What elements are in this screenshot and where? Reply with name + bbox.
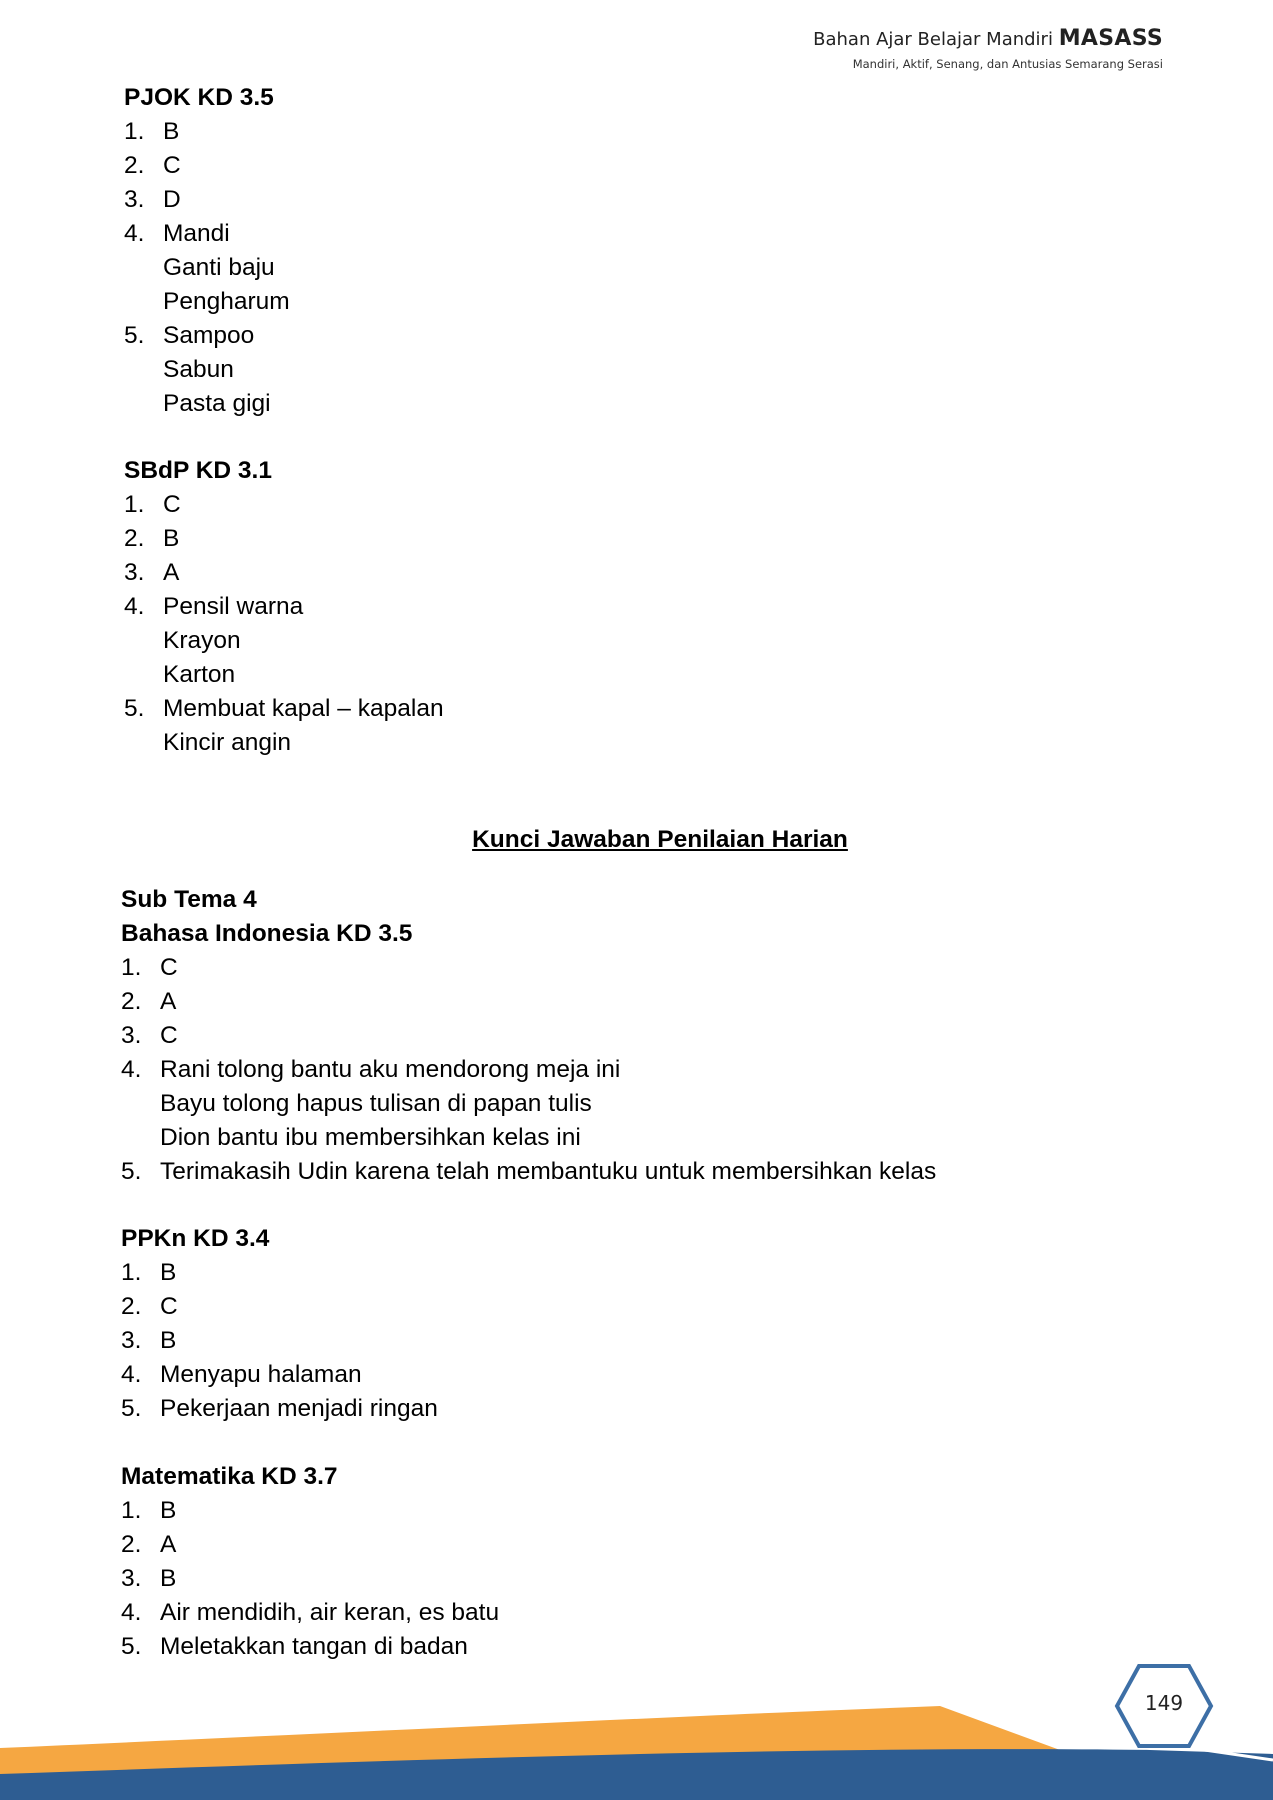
answer-number: 2. xyxy=(124,152,145,179)
answer-continuation: Dion bantu ibu membersihkan kelas ini xyxy=(160,1124,581,1151)
answer-item xyxy=(121,1256,438,1290)
header-brand: MASASS xyxy=(1058,26,1163,51)
answer-continuation: Krayon xyxy=(163,627,241,654)
answer-text: B xyxy=(160,1259,177,1286)
answer-continuation: Sabun xyxy=(163,356,234,383)
answer-item xyxy=(124,488,444,522)
answer-item xyxy=(121,951,936,985)
answer-number: 5. xyxy=(121,1158,142,1185)
answer-item xyxy=(124,319,290,353)
answer-item xyxy=(121,1392,438,1426)
answer-item xyxy=(124,590,444,624)
answer-continuation: Kincir angin xyxy=(163,729,292,756)
answer-number: 1. xyxy=(124,118,145,145)
answer-text: C xyxy=(163,491,181,518)
section-pjok xyxy=(124,81,290,421)
answer-number: 4. xyxy=(121,1056,142,1083)
header-title xyxy=(813,26,1163,51)
answer-number: 4. xyxy=(121,1361,142,1388)
answer-item xyxy=(121,985,936,1019)
answer-text: A xyxy=(160,988,177,1015)
answer-continuation: Pengharum xyxy=(163,288,290,315)
answer-item xyxy=(124,692,444,726)
answer-continuation: Bayu tolong hapus tulisan di papan tulis xyxy=(160,1090,592,1117)
answer-item xyxy=(124,217,290,251)
answer-number: 2. xyxy=(121,1293,142,1320)
answer-text: B xyxy=(160,1565,177,1592)
answer-continuation: Ganti baju xyxy=(163,254,275,281)
answer-number: 1. xyxy=(121,954,142,981)
answer-number: 1. xyxy=(124,491,145,518)
answer-number: 2. xyxy=(124,525,145,552)
answer-text: Meletakkan tangan di badan xyxy=(160,1633,468,1660)
answer-text: B xyxy=(160,1327,177,1354)
answer-item xyxy=(124,522,444,556)
answer-text: Membuat kapal – kapalan xyxy=(163,695,444,722)
answer-item xyxy=(121,1528,499,1562)
answer-text: B xyxy=(163,525,180,552)
answer-text: C xyxy=(160,1022,178,1049)
answer-text: C xyxy=(160,1293,178,1320)
answer-number: 4. xyxy=(124,593,145,620)
answer-text: Air mendidih, air keran, es batu xyxy=(160,1599,500,1626)
answer-number: 2. xyxy=(121,988,142,1015)
answer-text: Rani tolong bantu aku mendorong meja ini xyxy=(160,1056,621,1083)
answer-text: Pensil warna xyxy=(163,593,304,620)
answer-number: 1. xyxy=(121,1259,142,1286)
answer-item xyxy=(121,1155,936,1189)
answer-number: 5. xyxy=(121,1395,142,1422)
page-header xyxy=(813,26,1163,71)
answer-number: 4. xyxy=(121,1599,142,1626)
answer-item xyxy=(121,1596,499,1630)
answer-text: B xyxy=(160,1497,177,1524)
section-sbdp xyxy=(124,454,444,760)
answer-number: 3. xyxy=(124,186,145,213)
answer-number: 3. xyxy=(121,1327,142,1354)
answer-item xyxy=(124,556,444,590)
answer-text: C xyxy=(163,152,181,179)
section-ppkn xyxy=(121,1222,438,1426)
answer-continuation: Pasta gigi xyxy=(163,390,271,417)
answer-item xyxy=(121,1358,438,1392)
answer-item xyxy=(121,1053,936,1087)
section-heading: PPKn KD 3.4 xyxy=(121,1225,270,1252)
answer-item xyxy=(121,1494,499,1528)
section-bindo-wrapper xyxy=(121,883,936,1189)
answer-item xyxy=(121,1290,438,1324)
answer-text: B xyxy=(163,118,180,145)
answer-number: 1. xyxy=(121,1497,142,1524)
answer-number: 5. xyxy=(124,695,145,722)
section-bindo xyxy=(121,917,936,1189)
answer-number: 4. xyxy=(124,220,145,247)
answer-text: Mandi xyxy=(163,220,230,247)
answer-text: Pekerjaan menjadi ringan xyxy=(160,1395,438,1422)
answer-text: A xyxy=(163,559,180,586)
header-title-prefix: Bahan Ajar Belajar Mandiri xyxy=(813,29,1053,50)
answer-text: D xyxy=(163,186,181,213)
answer-item xyxy=(124,183,290,217)
answer-item xyxy=(121,1630,499,1664)
page-number: 149 xyxy=(1144,1691,1184,1715)
answer-continuation: Karton xyxy=(163,661,236,688)
answer-number: 3. xyxy=(124,559,145,586)
answer-text: A xyxy=(160,1531,177,1558)
answer-key-title: Kunci Jawaban Penilaian Harian xyxy=(472,826,848,853)
answer-text: Terimakasih Udin karena telah membantuku untuk membersihkan kelas xyxy=(160,1158,937,1185)
section-heading: Bahasa Indonesia KD 3.5 xyxy=(121,920,413,947)
answer-number: 3. xyxy=(121,1565,142,1592)
answer-item xyxy=(124,115,290,149)
section-mtk xyxy=(121,1460,499,1664)
answer-text: Sampoo xyxy=(163,322,255,349)
footer-wave-decoration xyxy=(0,1690,1273,1800)
answer-item xyxy=(121,1324,438,1358)
sub-tema-heading: Sub Tema 4 xyxy=(121,886,257,913)
answer-item xyxy=(121,1562,499,1596)
section-heading: PJOK KD 3.5 xyxy=(124,84,274,111)
answer-number: 3. xyxy=(121,1022,142,1049)
section-heading: Matematika KD 3.7 xyxy=(121,1463,338,1490)
section-heading: SBdP KD 3.1 xyxy=(124,457,272,484)
answer-number: 5. xyxy=(124,322,145,349)
answer-text: C xyxy=(160,954,178,981)
answer-number: 2. xyxy=(121,1531,142,1558)
answer-number: 5. xyxy=(121,1633,142,1660)
header-subtitle: Mandiri, Aktif, Senang, dan Antusias Semarang Serasi xyxy=(852,57,1163,71)
answer-text: Menyapu halaman xyxy=(160,1361,362,1388)
answer-item xyxy=(124,149,290,183)
answer-item xyxy=(121,1019,936,1053)
